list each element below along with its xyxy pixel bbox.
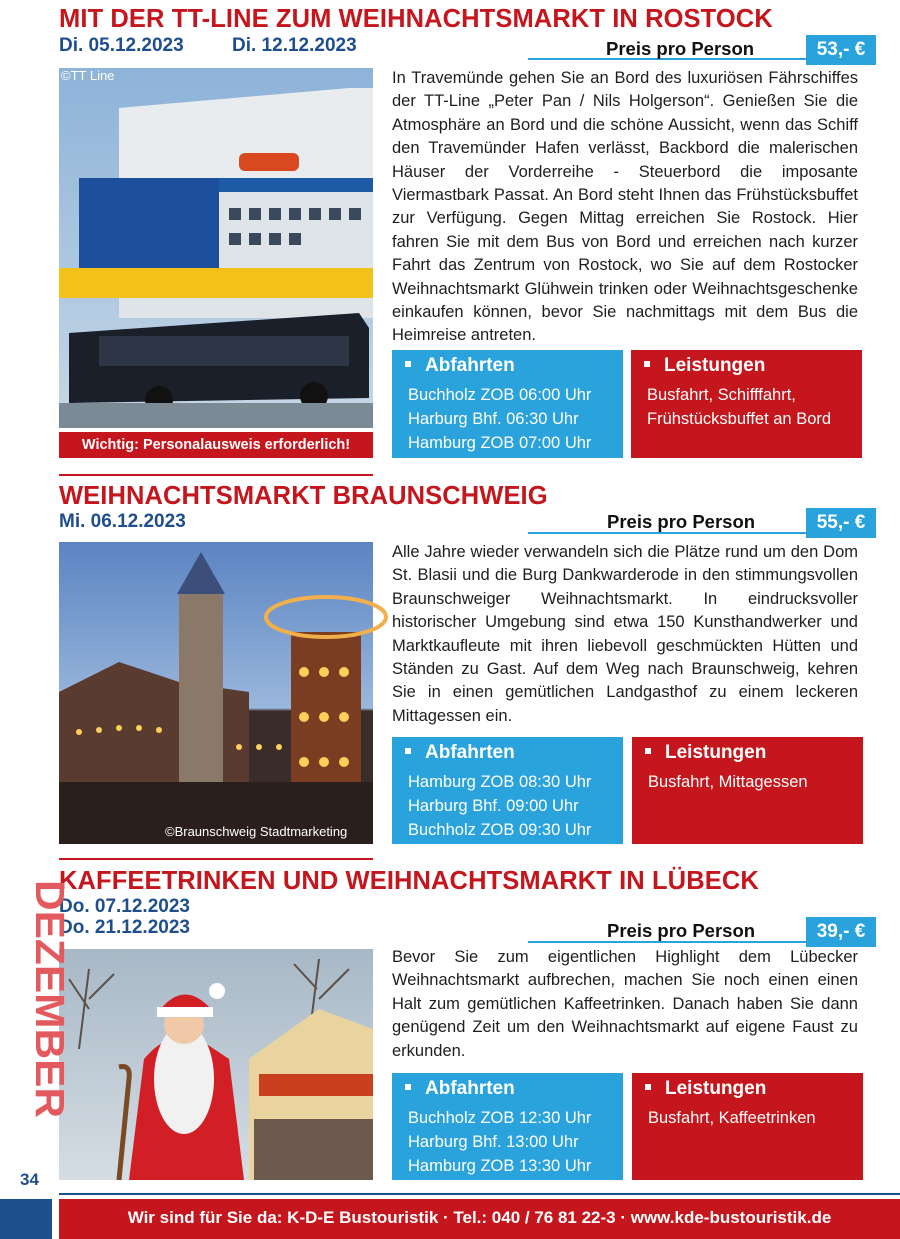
ferry-bus-photo: [59, 68, 373, 428]
departures-heading: Abfahrten: [405, 1078, 515, 1100]
departure-item: Harburg Bhf. 06:30 Uhr: [408, 410, 579, 428]
trip-description: Alle Jahre wieder verwandeln sich die Plätze rund um den Dom St. Blasii und die Burg Dankwarderode in den stimmungsvollen Braunschweiger Weihnachtsmarkt. In eindrucksvoller historischer Umgebung sind etwa 150 Kunsthandwerker und Marktkaufleute mit ihren liebevoll geschmückten Hütten und Ständen zu Gast. Auf dem Weg nach Braunschweig, kehren Sie in einen gemütlichen Landgasthof zu einem leckeren Mittagessen ein.: [392, 543, 858, 725]
price-label: Preis pro Person: [606, 38, 755, 59]
photo-credit: ©TT Line: [61, 68, 115, 83]
departures-heading: Abfahrten: [405, 355, 515, 377]
trip-date: Mi. 06.12.2023: [59, 511, 186, 532]
service-item: Busfahrt, Kaffeetrinken: [648, 1109, 816, 1127]
month-side-text: DEZEMBER: [27, 880, 73, 1111]
trip-date: Di. 05.12.2023: [59, 35, 184, 56]
departure-item: Hamburg ZOB 07:00 Uhr: [408, 434, 592, 452]
trip-title: KAFFEETRINKEN UND WEIHNACHTSMARKT IN LÜBECK: [59, 867, 759, 895]
departures-list: [408, 1106, 591, 1178]
departures-box: [392, 1073, 623, 1180]
trip-title: MIT DER TT-LINE ZUM WEIHNACHTSMARKT IN ROSTOCK: [59, 5, 773, 33]
trip-title: WEIHNACHTSMARKT BRAUNSCHWEIG: [59, 482, 548, 510]
christmas-market-photo: [59, 542, 373, 844]
price-badge: 53,- €: [806, 35, 876, 65]
price-badge: 55,- €: [806, 508, 876, 538]
bullet-square-icon: [645, 1084, 651, 1090]
departures-box: [392, 737, 623, 844]
section-divider: [59, 858, 373, 860]
departure-item: Harburg Bhf. 09:00 Uhr: [408, 797, 579, 815]
bullet-square-icon: [645, 748, 651, 754]
trip-date: Do. 21.12.2023: [59, 917, 190, 938]
section-divider: [59, 474, 373, 476]
bullet-square-icon: [405, 361, 411, 367]
price-label: Preis pro Person: [607, 920, 756, 941]
departure-item: Buchholz ZOB 06:00 Uhr: [408, 386, 592, 404]
month-side-label: [2, 880, 73, 1120]
departure-item: Buchholz ZOB 12:30 Uhr: [408, 1109, 592, 1127]
trip-description: Bevor Sie zum eigentlichen Highlight dem Lübecker Weihnachtsmarkt aufbrechen, machen Sie noch einen einen Halt zum gemütlichen Kaffeetrinken. Danach haben Sie dann genügend Zeit um den Weihnachtsmarkt auf eigene Faust zu erkunden.: [392, 948, 858, 1060]
services-list: [648, 1106, 816, 1130]
bullet-square-icon: [644, 361, 650, 367]
services-heading: Leistungen: [644, 355, 765, 377]
footer-corner-block: [0, 1199, 52, 1239]
departures-heading: Abfahrten: [405, 742, 515, 764]
services-list: [648, 770, 808, 794]
ferry-bus-illustration: [59, 68, 373, 428]
photo-credit: ©Braunschweig Stadtmarketing: [165, 824, 348, 839]
price-badge: 39,- €: [806, 917, 876, 947]
departure-item: Hamburg ZOB 13:30 Uhr: [408, 1157, 592, 1175]
services-box: [632, 1073, 863, 1180]
departures-list: [408, 770, 591, 842]
bullet-square-icon: [405, 1084, 411, 1090]
footer-bar: [59, 1199, 900, 1239]
trip-description: In Travemünde gehen Sie an Bord des luxuriösen Fährschiffes der TT-Line „Peter Pan / Nils Holgerson“. Genießen Sie die Atmosphäre an Bord und die schöne Aussicht, wenn das Schiff den Travemünder Hafen verlässt, Backbord die malerischen Häuser der Vorderreihe - Steuerbord die imposante Viermastbark Passat. An Bord steht Ihnen das Frühstücksbuffet zur Verfügung. Gegen Mittag erreichen Sie Rostock. Hier fahren Sie mit dem Bus von Bord und erreichen nach kurzer Fahrt das Zentrum von Rostock, wo Sie auf dem Rostocker Weihnachtsmarkt Glühwein trinken oder Weihnachtsgeschenke einkaufen können, bevor Sie nachmittags mit dem Bus die Heimreise antreten.: [392, 69, 858, 345]
services-heading: Leistungen: [645, 1078, 766, 1100]
trip-date: Do. 07.12.2023: [59, 896, 190, 917]
services-box: [631, 350, 862, 458]
contact-footer: Wir sind für Sie da: K-D-E Bustouristik · Tel.: 040 / 76 81 22-3 · www.kde-bustouristik.de: [127, 1208, 832, 1227]
departure-item: Buchholz ZOB 09:30 Uhr: [408, 821, 592, 839]
santa-illustration: [59, 949, 373, 1180]
bullet-square-icon: [405, 748, 411, 754]
id-required-notice: Wichtig: Personalausweis erforderlich!: [59, 432, 373, 458]
service-item: Frühstücksbuffet an Bord: [647, 410, 832, 428]
santa-photo: [59, 949, 373, 1180]
service-item: Busfahrt, Mittagessen: [648, 773, 808, 791]
trip-date: Di. 12.12.2023: [232, 35, 357, 56]
services-box: [632, 737, 863, 844]
services-heading: Leistungen: [645, 742, 766, 764]
departures-box: [392, 350, 623, 458]
departure-item: Harburg Bhf. 13:00 Uhr: [408, 1133, 579, 1151]
service-item: Busfahrt, Schifffahrt,: [647, 386, 796, 404]
price-label: Preis pro Person: [607, 511, 756, 532]
footer-rule: [59, 1193, 900, 1195]
departure-item: Hamburg ZOB 08:30 Uhr: [408, 773, 592, 791]
departures-list: [408, 383, 591, 455]
services-list: [647, 383, 831, 431]
page-number: 34: [20, 1170, 39, 1189]
christmas-market-illustration: [59, 542, 373, 844]
